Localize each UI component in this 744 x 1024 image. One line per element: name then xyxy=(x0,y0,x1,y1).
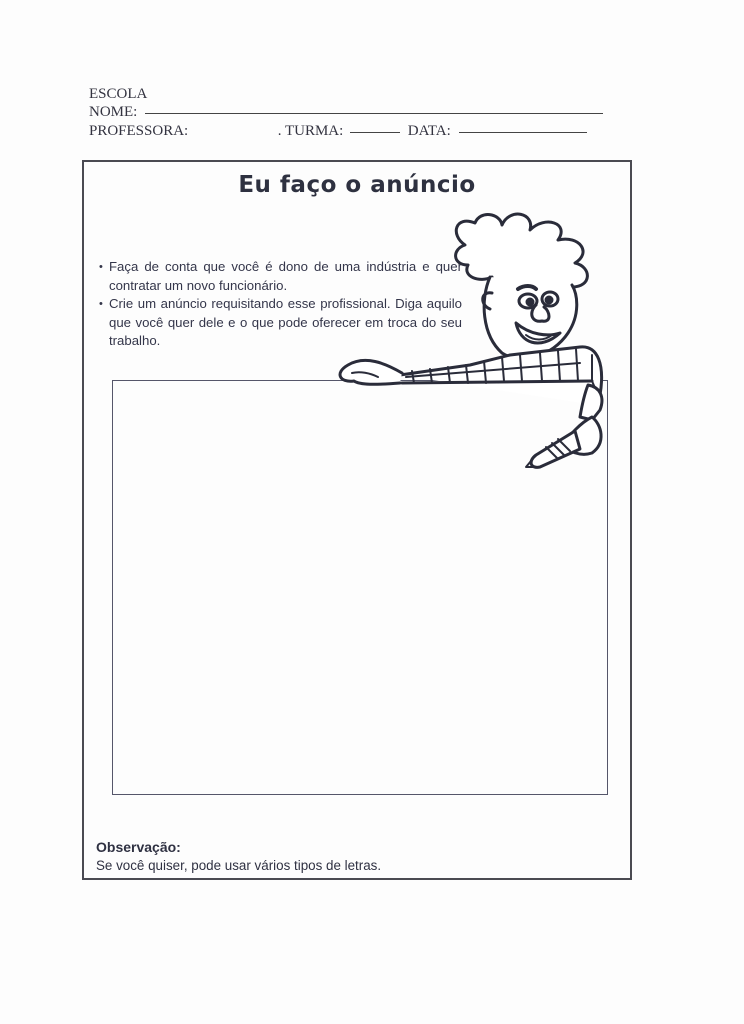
school-label: ESCOLA xyxy=(89,86,148,102)
observation-text: Se você quiser, pode usar vários tipos de letras. xyxy=(96,858,382,873)
instruction-item: • Crie um anúncio requisitando esse profissional. Diga aquilo que você quer dele e o que pode oferecer em troca do seu trabalho. xyxy=(100,295,462,351)
observation-label: Observação: xyxy=(96,839,181,855)
name-field[interactable] xyxy=(89,104,603,121)
teacher-class-date-row xyxy=(89,123,587,140)
instruction-item: • Faça de conta que você é dono de uma indústria e quer contratar um novo funcionário. xyxy=(100,258,462,295)
class-label: . TURMA: xyxy=(277,123,344,139)
observation-section xyxy=(96,838,381,875)
date-blank-line[interactable] xyxy=(459,131,587,133)
name-label: NOME: xyxy=(89,104,138,120)
date-label: DATA: xyxy=(407,123,451,139)
teacher-label: PROFESSORA: xyxy=(89,123,189,139)
school-field xyxy=(89,86,147,103)
name-blank-line[interactable] xyxy=(145,112,603,114)
class-blank-line[interactable] xyxy=(350,131,400,133)
cartoon-boy-icon xyxy=(330,205,630,475)
worksheet-title: Eu faço o anúncio xyxy=(238,172,476,198)
